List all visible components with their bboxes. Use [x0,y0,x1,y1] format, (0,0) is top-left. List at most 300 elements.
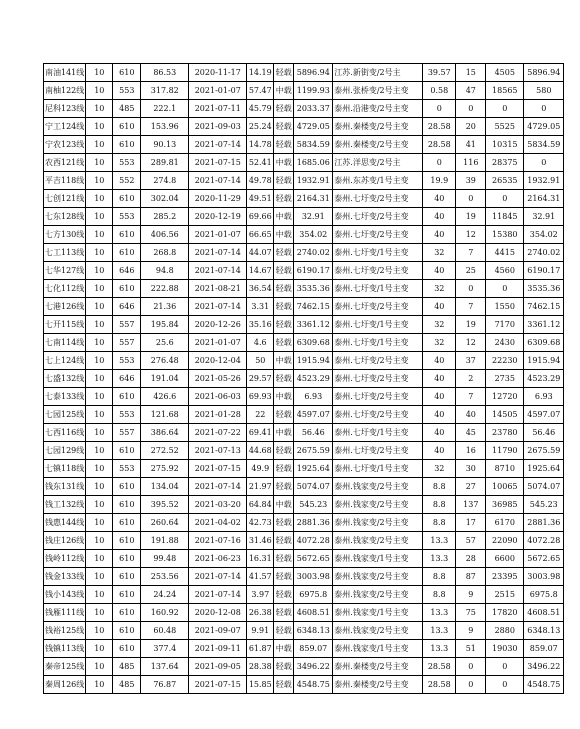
table-cell: 1550 [486,298,524,316]
table-cell: 2021-07-14 [189,244,247,262]
table-cell: 12720 [486,388,524,406]
table-row [44,118,564,136]
table-cell: 11790 [486,442,524,460]
table-cell: 1932.91 [524,172,564,190]
table-cell: 1915.94 [294,352,333,370]
table-cell: 10 [86,64,113,82]
table-cell: 28.58 [423,136,456,154]
table-cell: 610 [113,442,141,460]
table-cell: 泰州.七圩变/2号主变 [333,370,423,388]
table-cell: 泰州.张桥变/2号主变 [333,82,423,100]
table-cell: 轻载 [274,262,294,280]
table-cell: 2881.36 [294,514,333,532]
table-row [44,514,564,532]
table-cell: 0 [524,100,564,118]
table-cell: 轻载 [274,136,294,154]
table-cell: 40 [423,352,456,370]
table-cell: 7462.15 [524,298,564,316]
table-cell: 1199.93 [294,82,333,100]
table-cell: 23395 [486,568,524,586]
table-cell: 10 [86,676,113,694]
table-cell: 272.52 [141,442,189,460]
table-cell: 2021-06-03 [189,388,247,406]
table-cell: 160.92 [141,604,189,622]
table-cell: 泰州.钱家变/2号主变 [333,496,423,514]
table-cell: 557 [113,424,141,442]
table-cell: 4560 [486,262,524,280]
table-cell: 泰州.钱家变/2号主变 [333,532,423,550]
table-row [44,622,564,640]
table-cell: 191.88 [141,532,189,550]
table-cell: 5074.07 [294,478,333,496]
table-cell: 610 [113,514,141,532]
table-cell: 3.97 [247,586,274,604]
table-cell: 61.87 [247,640,274,658]
table-cell: 610 [113,64,141,82]
table-cell: 轻载 [274,604,294,622]
table-cell: 42.73 [247,514,274,532]
table-cell: 3535.36 [524,280,564,298]
table-cell: 69.66 [247,208,274,226]
table-cell: 6975.8 [294,586,333,604]
table-cell: 44.07 [247,244,274,262]
table-cell: 12 [456,334,486,352]
table-cell: 轻载 [274,532,294,550]
table-cell: 25.24 [247,118,274,136]
table-cell: 15.85 [247,676,274,694]
table-cell: 610 [113,586,141,604]
table-row [44,586,564,604]
table-cell: 七开115线 [44,316,86,334]
table-cell: 40 [423,226,456,244]
table-cell: 4523.29 [294,370,333,388]
table-cell: 泰州.七圩变/1号主变 [333,244,423,262]
table-cell: 610 [113,280,141,298]
table-cell: 3361.12 [294,316,333,334]
table-cell: 2675.59 [524,442,564,460]
table-cell: 中载 [274,154,294,172]
table-cell: 51 [456,640,486,658]
table-cell: 40 [423,424,456,442]
table-cell: 45 [456,424,486,442]
table-cell: 江苏.新街变/2号主 [333,64,423,82]
table-cell: 2020-11-17 [189,64,247,82]
table-cell: 2515 [486,586,524,604]
table-cell: 中载 [274,388,294,406]
table-cell: 3003.98 [524,568,564,586]
table-row [44,136,564,154]
table-cell: 2021-07-14 [189,262,247,280]
table-cell: 2164.31 [294,190,333,208]
table-cell: 20 [456,118,486,136]
table-cell: 0 [456,280,486,298]
table-cell: 317.82 [141,82,189,100]
table-cell: 10 [86,334,113,352]
table-cell: 13.3 [423,604,456,622]
table-cell: 2021-09-05 [189,658,247,676]
table-cell: 275.92 [141,460,189,478]
table-cell: 610 [113,478,141,496]
table-cell: 2021-01-07 [189,334,247,352]
table-cell: 轻载 [274,622,294,640]
table-cell: 2430 [486,334,524,352]
table-cell: 4608.51 [294,604,333,622]
table-cell: 泰州.七圩变/1号主变 [333,424,423,442]
table-cell: 40 [423,262,456,280]
table-cell: 40 [423,370,456,388]
table-cell: 191.04 [141,370,189,388]
table-cell: 轻载 [274,100,294,118]
table-cell: 57.47 [247,82,274,100]
table-cell: 121.68 [141,406,189,424]
table-cell: 0 [486,676,524,694]
table-cell: 40 [423,406,456,424]
table-row [44,424,564,442]
table-cell: 2021-01-28 [189,406,247,424]
table-cell: 354.02 [524,226,564,244]
table-cell: 秦周126线 [44,676,86,694]
table-cell: 钱镇113线 [44,640,86,658]
table-cell: 10 [86,136,113,154]
data-table [43,63,564,694]
table-row [44,100,564,118]
table-cell: 2021-07-14 [189,298,247,316]
table-cell: 2021-07-13 [189,442,247,460]
table-cell: 1925.64 [294,460,333,478]
table-cell: 6975.8 [524,586,564,604]
table-cell: 2740.02 [524,244,564,262]
table-cell: 40 [456,406,486,424]
table-cell: 15380 [486,226,524,244]
table-cell: 6600 [486,550,524,568]
table-cell: 14.19 [247,64,274,82]
table-cell: 5525 [486,118,524,136]
table-row [44,262,564,280]
table-cell: 426.6 [141,388,189,406]
table-cell: 610 [113,388,141,406]
table-cell: 2 [456,370,486,388]
table-cell: 轻载 [274,244,294,262]
table-cell: 轻载 [274,64,294,82]
table-cell: 2020-12-26 [189,316,247,334]
table-row [44,334,564,352]
table-row [44,442,564,460]
table-cell: 39.57 [423,64,456,82]
table-cell: 2020-12-08 [189,604,247,622]
table-cell: 7 [456,298,486,316]
table-cell: 10065 [486,478,524,496]
table-cell: 10 [86,82,113,100]
table-cell: 2740.02 [294,244,333,262]
table-cell: 28 [456,550,486,568]
table-cell: 10 [86,478,113,496]
table-cell: 4729.05 [294,118,333,136]
table-cell: 485 [113,676,141,694]
table-cell: 26.38 [247,604,274,622]
table-cell: 轻载 [274,172,294,190]
table-cell: 32 [423,280,456,298]
table-cell: 泰州.七圩变/1号主变 [333,280,423,298]
table-cell: 13.3 [423,532,456,550]
table-cell: 轻载 [274,550,294,568]
table-cell: 10 [86,370,113,388]
table-cell: 钱金133线 [44,568,86,586]
table-cell: 45.79 [247,100,274,118]
table-cell: 10 [86,262,113,280]
table-cell: 10 [86,244,113,262]
table-cell: 2021-07-15 [189,676,247,694]
table-cell: 859.07 [524,640,564,658]
table-cell: 2735 [486,370,524,388]
table-cell: 610 [113,622,141,640]
table-cell: 23780 [486,424,524,442]
table-cell: 13.3 [423,550,456,568]
table-cell: 28.38 [247,658,274,676]
table-cell: 10 [86,640,113,658]
table-cell: 中载 [274,208,294,226]
table-cell: 66.65 [247,226,274,244]
table-cell: 2021-07-15 [189,154,247,172]
table-cell: 19.9 [423,172,456,190]
table-cell: 10 [86,424,113,442]
table-cell: 610 [113,136,141,154]
table-cell: 56.46 [524,424,564,442]
table-cell: 10 [86,208,113,226]
table-cell: 2033.37 [294,100,333,118]
table-cell: 610 [113,640,141,658]
table-cell: 5074.07 [524,478,564,496]
table-cell: 0 [456,658,486,676]
table-cell: 553 [113,352,141,370]
table-cell: 2021-09-03 [189,118,247,136]
table-cell: 10 [86,352,113,370]
table-cell: 0 [456,676,486,694]
table-cell: 10 [86,460,113,478]
table-cell: 28.58 [423,676,456,694]
table-cell: 354.02 [294,226,333,244]
table-cell: 16.31 [247,550,274,568]
table-cell: 2021-07-16 [189,532,247,550]
table-cell: 2021-01-07 [189,226,247,244]
table-cell: 36.54 [247,280,274,298]
table-cell: 37 [456,352,486,370]
table-cell: 轻载 [274,586,294,604]
table-cell: 4597.07 [294,406,333,424]
table-cell: 580 [524,82,564,100]
table-cell: 10 [86,442,113,460]
table-cell: 4548.75 [524,676,564,694]
table-cell: 中载 [274,352,294,370]
table-cell: 6190.17 [524,262,564,280]
table-cell: 南油141线 [44,64,86,82]
table-cell: 0 [486,190,524,208]
table-cell: 10 [86,226,113,244]
table-cell: 16 [456,442,486,460]
table-cell: 轻载 [274,316,294,334]
table-cell: 646 [113,370,141,388]
table-cell: 七镇118线 [44,460,86,478]
table-cell: 4072.28 [294,532,333,550]
table-cell: 七西116线 [44,424,86,442]
table-cell: 10 [86,100,113,118]
table-cell: 15 [456,64,486,82]
table-cell: 10 [86,604,113,622]
table-cell: 泰州.七圩变/2号主变 [333,298,423,316]
table-cell: 485 [113,658,141,676]
table-cell: 87 [456,568,486,586]
table-cell: 2021-07-11 [189,100,247,118]
table-cell: 31.46 [247,532,274,550]
table-cell: 10 [86,496,113,514]
table-cell: 8.8 [423,568,456,586]
table-cell: 10 [86,514,113,532]
table-row [44,532,564,550]
table-cell: 44.68 [247,442,274,460]
table-cell: 七上124线 [44,352,86,370]
table-cell: 610 [113,226,141,244]
table-cell: 七创121线 [44,190,86,208]
table-cell: 14.78 [247,136,274,154]
table-row [44,676,564,694]
table-cell: 泰州.秦楼变/2号主变 [333,136,423,154]
table-cell: 40 [423,208,456,226]
table-cell: 七港126线 [44,298,86,316]
table-cell: 19030 [486,640,524,658]
table-cell: 2021-01-07 [189,82,247,100]
table-cell: 2675.59 [294,442,333,460]
table-row [44,406,564,424]
table-cell: 2021-05-26 [189,370,247,388]
table-row [44,550,564,568]
table-cell: 557 [113,316,141,334]
table-cell: 32.91 [294,208,333,226]
table-cell: 泰州.钱家变/1号主变 [333,604,423,622]
table-cell: 9 [456,586,486,604]
table-cell: 6309.68 [524,334,564,352]
table-cell: 137 [456,496,486,514]
table-cell: 4548.75 [294,676,333,694]
table-cell: 3361.12 [524,316,564,334]
table-cell: 5834.59 [294,136,333,154]
table-cell: 5672.65 [524,550,564,568]
table-row [44,208,564,226]
table-cell: 七南114线 [44,334,86,352]
table-cell: 6.93 [524,388,564,406]
table-cell: 50 [247,352,274,370]
table-cell: 7 [456,244,486,262]
table-cell: 0 [456,190,486,208]
table-cell: 5834.59 [524,136,564,154]
table-cell: 七工113线 [44,244,86,262]
table-cell: 260.64 [141,514,189,532]
table-cell: 222.1 [141,100,189,118]
table-cell: 钱庄126线 [44,532,86,550]
table-cell: 泰州.钱家变/2号主变 [333,478,423,496]
table-cell: 610 [113,568,141,586]
table-cell: 4608.51 [524,604,564,622]
table-cell: 8.8 [423,496,456,514]
table-cell: 0 [486,658,524,676]
table-cell: 13.3 [423,622,456,640]
table-cell: 10 [86,190,113,208]
table-cell: 47 [456,82,486,100]
table-cell: 泰州.钱家变/2号主变 [333,586,423,604]
table-cell: 泰州.沿港变/2号主变 [333,100,423,118]
table-cell: 10 [86,154,113,172]
table-cell: 0 [456,100,486,118]
table-cell: 2020-11-29 [189,190,247,208]
table-cell: 2881.36 [524,514,564,532]
table-cell: 3535.36 [294,280,333,298]
table-cell: 153.96 [141,118,189,136]
table-cell: 10315 [486,136,524,154]
table-cell: 545.23 [294,496,333,514]
table-cell: 中载 [274,424,294,442]
table-cell: 49.78 [247,172,274,190]
table-cell: 2021-09-11 [189,640,247,658]
table-cell: 10 [86,172,113,190]
table-cell: 32 [423,334,456,352]
table-row [44,172,564,190]
table-cell: 99.48 [141,550,189,568]
table-cell: 1925.64 [524,460,564,478]
table-cell: 泰州.七圩变/2号主变 [333,388,423,406]
table-cell: 75 [456,604,486,622]
table-cell: 轻载 [274,658,294,676]
table-cell: 轻载 [274,478,294,496]
table-cell: 泰州.七圩变/1号主变 [333,316,423,334]
table-cell: 6348.13 [524,622,564,640]
table-cell: 1915.94 [524,352,564,370]
table-cell: 49.9 [247,460,274,478]
table-cell: 轻载 [274,298,294,316]
table-cell: 2021-08-21 [189,280,247,298]
table-cell: 1932.91 [294,172,333,190]
table-cell: 56.46 [294,424,333,442]
table-cell: 轻载 [274,334,294,352]
table-cell: 553 [113,460,141,478]
table-cell: 3003.98 [294,568,333,586]
table-cell: 泰州.钱家变/2号主变 [333,568,423,586]
table-cell: 平吉118线 [44,172,86,190]
table-cell: 21.97 [247,478,274,496]
table-cell: 2880 [486,622,524,640]
table-cell: 宁农123线 [44,136,86,154]
table-cell: 七园125线 [44,406,86,424]
table-cell: 2021-06-23 [189,550,247,568]
table-row [44,496,564,514]
table-cell: 52.41 [247,154,274,172]
table-cell: 2021-07-22 [189,424,247,442]
table-cell: 8.8 [423,478,456,496]
table-cell: 8.8 [423,586,456,604]
table-cell: 4523.29 [524,370,564,388]
table-cell: 553 [113,154,141,172]
table-cell: 6.93 [294,388,333,406]
table-cell: 268.8 [141,244,189,262]
table-cell: 12 [456,226,486,244]
table-cell: 泰州.秦楼变/2号主变 [333,118,423,136]
table-cell: 2021-07-14 [189,478,247,496]
table-cell: 274.8 [141,172,189,190]
table-cell: 泰州.七圩变/1号主变 [333,334,423,352]
table-cell: 七东128线 [44,208,86,226]
table-cell: 七华127线 [44,262,86,280]
table-cell: 610 [113,118,141,136]
table-cell: 0 [423,100,456,118]
table-cell: 泰州.秦楼变/2号主变 [333,658,423,676]
table-cell: 14505 [486,406,524,424]
